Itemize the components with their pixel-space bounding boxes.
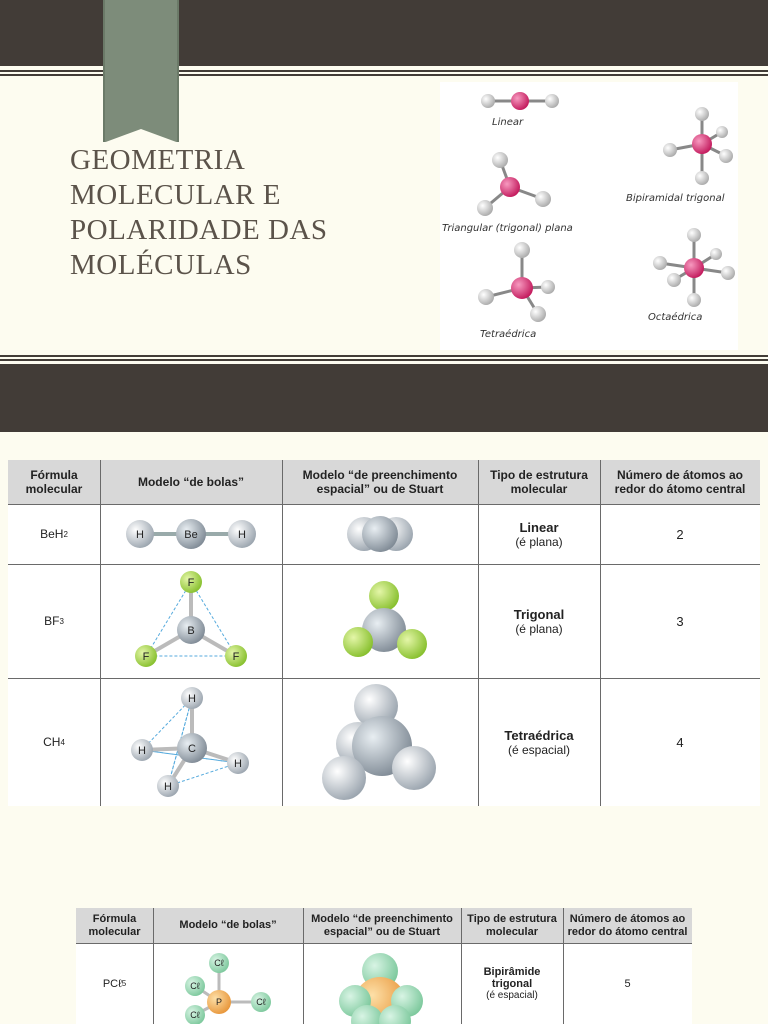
atom-label: H: [164, 781, 172, 793]
slide-title: [70, 143, 440, 283]
structure-note: (é espacial): [486, 990, 538, 1001]
bookmark-ribbon: [103, 0, 179, 142]
atom-count-3: 3: [676, 613, 684, 629]
atom-label: H: [234, 758, 242, 770]
atom-label: F: [187, 577, 195, 589]
trigonal-bipyramid-molecule: [663, 107, 733, 185]
structure-note: (é plana): [515, 534, 563, 549]
middle-band: [0, 364, 768, 432]
atom-label: Cℓ: [190, 1010, 200, 1020]
title-line: POLARIDADE DAS: [70, 214, 328, 246]
formula-beh2: [8, 504, 100, 564]
linear-molecule: [481, 92, 559, 110]
ball-model-ch4: [100, 678, 282, 806]
geometry-models-figure: [440, 82, 738, 350]
tetrahedral-molecule: [478, 242, 555, 322]
structure-type: Tetraédrica: [504, 727, 574, 743]
formula-subscript: 3: [59, 616, 64, 626]
space-model-bf3: [282, 564, 478, 678]
atom-label: Cℓ: [190, 981, 200, 991]
atom-label: P: [215, 997, 223, 1007]
space-model-ch4: [282, 678, 478, 806]
geometry-table-1: [8, 460, 760, 806]
trigonal-plane-molecule: [477, 152, 551, 216]
ball-model-beh2: [100, 504, 282, 564]
atom-label: Cℓ: [256, 997, 266, 1007]
label-tetraedrica: Tetraédrica: [480, 329, 537, 340]
header-structure-type: Tipo de estrutura molecular: [490, 468, 588, 496]
formula-pcl5: [76, 943, 153, 1024]
geometry-table-2: [76, 908, 692, 1024]
structure-type: trigonal: [491, 978, 533, 990]
octahedral-molecule: [653, 228, 735, 307]
ball-model-bf3: [100, 564, 282, 678]
header-space-filling-model: Modelo “de preenchimento espacial” ou de Stuart: [302, 468, 458, 496]
structure-type: Bipirâmide: [483, 966, 541, 978]
atom-label: Be: [184, 529, 198, 541]
structure-note: (é espacial): [507, 742, 571, 757]
structure-linear: [478, 504, 600, 564]
atom-label: B: [187, 625, 195, 637]
atom-count-2: 2: [676, 526, 684, 542]
atom-label: H: [188, 693, 196, 705]
structure-trigonal: [478, 564, 600, 678]
header-structure-type: Tipo de estrutura molecular: [467, 912, 557, 938]
header-atom-count: Número de átomos ao redor do átomo central: [567, 912, 688, 938]
atom-label: F: [142, 651, 150, 663]
formula-subscript: 5: [121, 979, 127, 988]
atom-count-5: 5: [624, 977, 631, 990]
header-ball-model: Modelo “de bolas”: [179, 919, 277, 931]
structure-tetrahedral: [478, 678, 600, 806]
structure-note: (é plana): [515, 621, 563, 636]
atom-label: H: [138, 745, 146, 757]
mid-rule-1: [0, 355, 768, 357]
geometry-illustration: [440, 82, 738, 350]
formula-bf3: [8, 564, 100, 678]
label-triangular-plana: Triangular (trigonal) plana: [442, 223, 573, 234]
formula-text: CH: [43, 735, 61, 749]
atom-count-4: 4: [676, 734, 684, 750]
mid-rule-2: [0, 359, 768, 361]
atom-label: Cℓ: [214, 958, 224, 968]
label-bipiramidal-trigonal: Bipiramidal trigonal: [626, 193, 725, 204]
structure-type: Linear: [519, 519, 559, 535]
formula-ch4: [8, 678, 100, 806]
title-line: MOLÉCULAS: [70, 249, 252, 281]
header-atom-count: Número de átomos ao redor do átomo central: [614, 468, 746, 496]
space-model-pcl5: [303, 943, 461, 1024]
header-formula: Fórmula molecular: [88, 912, 141, 938]
formula-text: BF: [44, 614, 60, 628]
label-linear: Linear: [492, 117, 524, 128]
formula-text: BeH: [40, 527, 64, 541]
header-space-filling-model: Modelo “de preenchimento espacial” ou de Stuart: [311, 912, 453, 938]
formula-subscript: 2: [63, 529, 68, 539]
structure-type: Trigonal: [513, 606, 565, 622]
atom-label: F: [232, 651, 240, 663]
formula-subscript: 4: [60, 737, 65, 747]
formula-text: PCℓ: [102, 977, 122, 990]
header-formula: Fórmula molecular: [25, 468, 83, 496]
header-ball-model: Modelo “de bolas”: [137, 475, 244, 489]
structure-trigonal-bipyramid: [461, 943, 563, 1024]
atom-label: H: [238, 529, 246, 541]
atom-label: H: [136, 529, 144, 541]
label-octaedrica: Octaédrica: [648, 312, 703, 323]
title-line: GEOMETRIA: [70, 144, 246, 176]
ball-model-pcl5: [153, 943, 303, 1024]
space-model-beh2: [282, 504, 478, 564]
atom-label: C: [188, 743, 196, 755]
title-line: MOLECULAR E: [70, 179, 281, 211]
